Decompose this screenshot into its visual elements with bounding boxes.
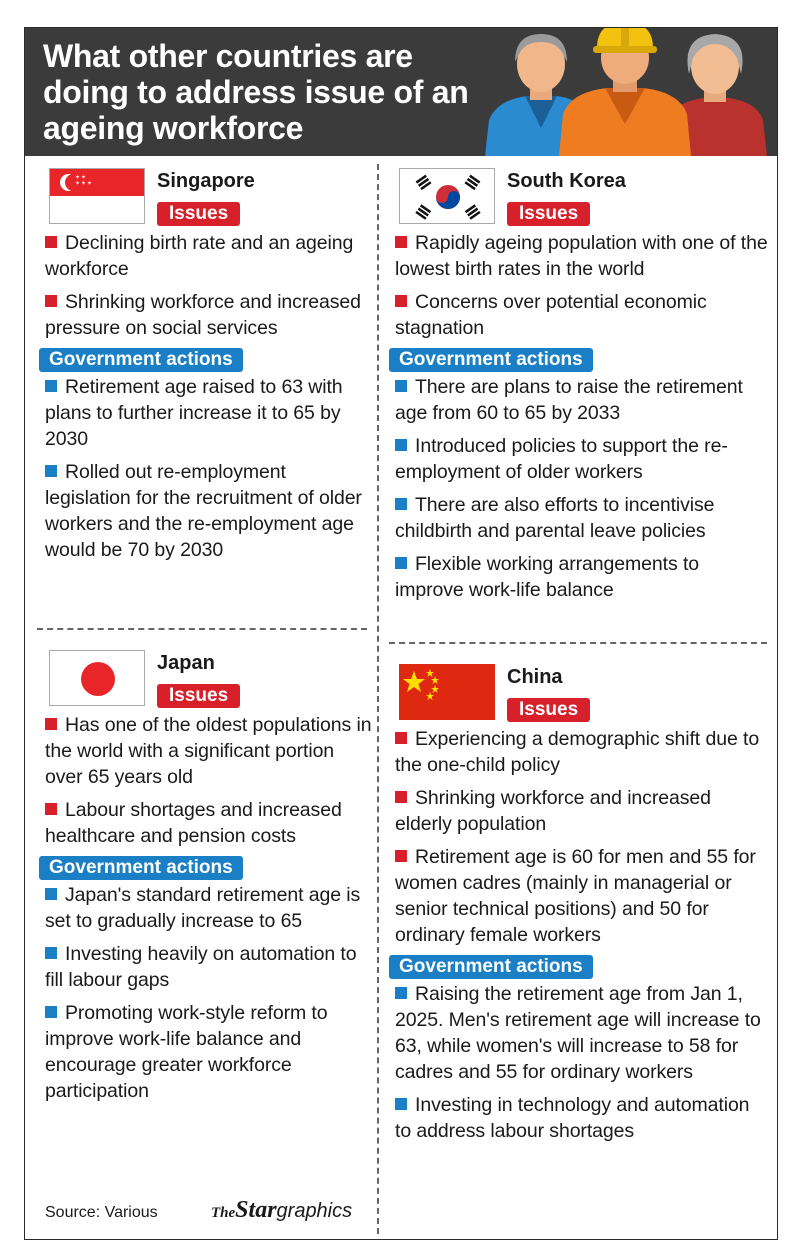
- country-name-japan: Japan: [157, 652, 215, 674]
- china-flag-icon: [399, 664, 495, 720]
- country-name-south-korea: South Korea: [507, 170, 626, 192]
- singapore-flag-icon: ✦✦ ✦✦✦: [49, 168, 145, 224]
- government-actions-badge: Government actions: [389, 955, 593, 979]
- blue-square-bullet-icon: [395, 987, 407, 999]
- workers-illustration: [467, 28, 778, 156]
- red-square-bullet-icon: [395, 295, 407, 307]
- list-item: Shrinking workforce and increased pressure on social services: [45, 291, 361, 339]
- list-item: Experiencing a demographic shift due to the one-child policy: [395, 728, 760, 776]
- list-item: Investing heavily on automation to fill labour gaps: [45, 943, 357, 991]
- infographic-title: What other countries are doing to address issue of an ageing workforce: [43, 38, 469, 146]
- list-item: Concerns over potential economic stagnation: [395, 291, 707, 339]
- list-item: Flexible working arrangements to improve work-life balance: [395, 553, 700, 601]
- south-korea-flag-icon: [399, 168, 495, 224]
- list-item: Rapidly ageing population with one of the lowest birth rates in the world: [395, 232, 768, 280]
- blue-square-bullet-icon: [45, 888, 57, 900]
- south-korea-actions-list: [395, 374, 769, 603]
- list-item: Shrinking workforce and increased elderly population: [395, 787, 711, 835]
- government-actions-badge: Government actions: [39, 348, 243, 372]
- header: [25, 28, 777, 156]
- list-item: Raising the retirement age from Jan 1, 2025. Men's retirement age will increase to 63, while women's will increase to 58 for cadres and 55 for ordinary workers: [395, 983, 761, 1083]
- red-square-bullet-icon: [395, 236, 407, 248]
- government-actions-badge: Government actions: [389, 348, 593, 372]
- blue-square-bullet-icon: [395, 380, 407, 392]
- blue-square-bullet-icon: [45, 947, 57, 959]
- china-actions-list: [395, 981, 769, 1144]
- left-section-divider: [37, 628, 367, 630]
- south-korea-issues-list: [395, 230, 769, 341]
- singapore-issues-list: [45, 230, 373, 341]
- red-square-bullet-icon: [45, 236, 57, 248]
- red-square-bullet-icon: [395, 791, 407, 803]
- list-item: Investing in technology and automation to address labour shortages: [395, 1094, 750, 1142]
- list-item: There are also efforts to incentivise childbirth and parental leave policies: [395, 494, 715, 542]
- blue-square-bullet-icon: [45, 380, 57, 392]
- issues-badge: Issues: [157, 202, 240, 226]
- source-note: Source: Various: [45, 1204, 158, 1221]
- right-section-divider: [389, 642, 767, 644]
- list-item: Retirement age is 60 for men and 55 for women cadres (mainly in managerial or senior technical positions) and 50 for ordinary female workers: [395, 846, 756, 946]
- list-item: Labour shortages and increased healthcare and pension costs: [45, 799, 342, 847]
- singapore-actions-list: [45, 374, 373, 563]
- red-square-bullet-icon: [45, 718, 57, 730]
- list-item: Japan's standard retirement age is set to gradually increase to 65: [45, 884, 361, 932]
- list-item: Rolled out re-employment legislation for the recruitment of older workers and the re-employment age would be 70 by 2030: [45, 461, 362, 561]
- blue-square-bullet-icon: [395, 557, 407, 569]
- government-actions-badge: Government actions: [39, 856, 243, 880]
- issues-badge: Issues: [157, 684, 240, 708]
- list-item: Has one of the oldest populations in the world with a significant portion over 65 years old: [45, 714, 372, 788]
- japan-issues-list: [45, 712, 373, 849]
- country-name-china: China: [507, 666, 563, 688]
- china-issues-list: [395, 726, 769, 948]
- list-item: Promoting work-style reform to improve work-life balance and encourage greater workforce participation: [45, 1002, 328, 1102]
- list-item: There are plans to raise the retirement age from 60 to 65 by 2033: [395, 376, 743, 424]
- country-name-singapore: Singapore: [157, 170, 255, 192]
- red-square-bullet-icon: [395, 732, 407, 744]
- red-square-bullet-icon: [395, 850, 407, 862]
- issues-badge: Issues: [507, 698, 590, 722]
- infographic-frame: [24, 27, 778, 1240]
- blue-square-bullet-icon: [395, 439, 407, 451]
- list-item: Declining birth rate and an ageing workforce: [45, 232, 354, 280]
- column-divider: [377, 164, 379, 1234]
- japan-actions-list: [45, 882, 373, 1104]
- list-item: Introduced policies to support the re-employment of older workers: [395, 435, 728, 483]
- issues-badge: Issues: [507, 202, 590, 226]
- blue-square-bullet-icon: [45, 1006, 57, 1018]
- japan-flag-icon: [49, 650, 145, 706]
- red-square-bullet-icon: [45, 803, 57, 815]
- red-square-bullet-icon: [45, 295, 57, 307]
- the-star-graphics-logo: TheStargraphics: [211, 1197, 353, 1223]
- list-item: Retirement age raised to 63 with plans to further increase it to 65 by 2030: [45, 376, 343, 450]
- blue-square-bullet-icon: [395, 498, 407, 510]
- blue-square-bullet-icon: [395, 1098, 407, 1110]
- blue-square-bullet-icon: [45, 465, 57, 477]
